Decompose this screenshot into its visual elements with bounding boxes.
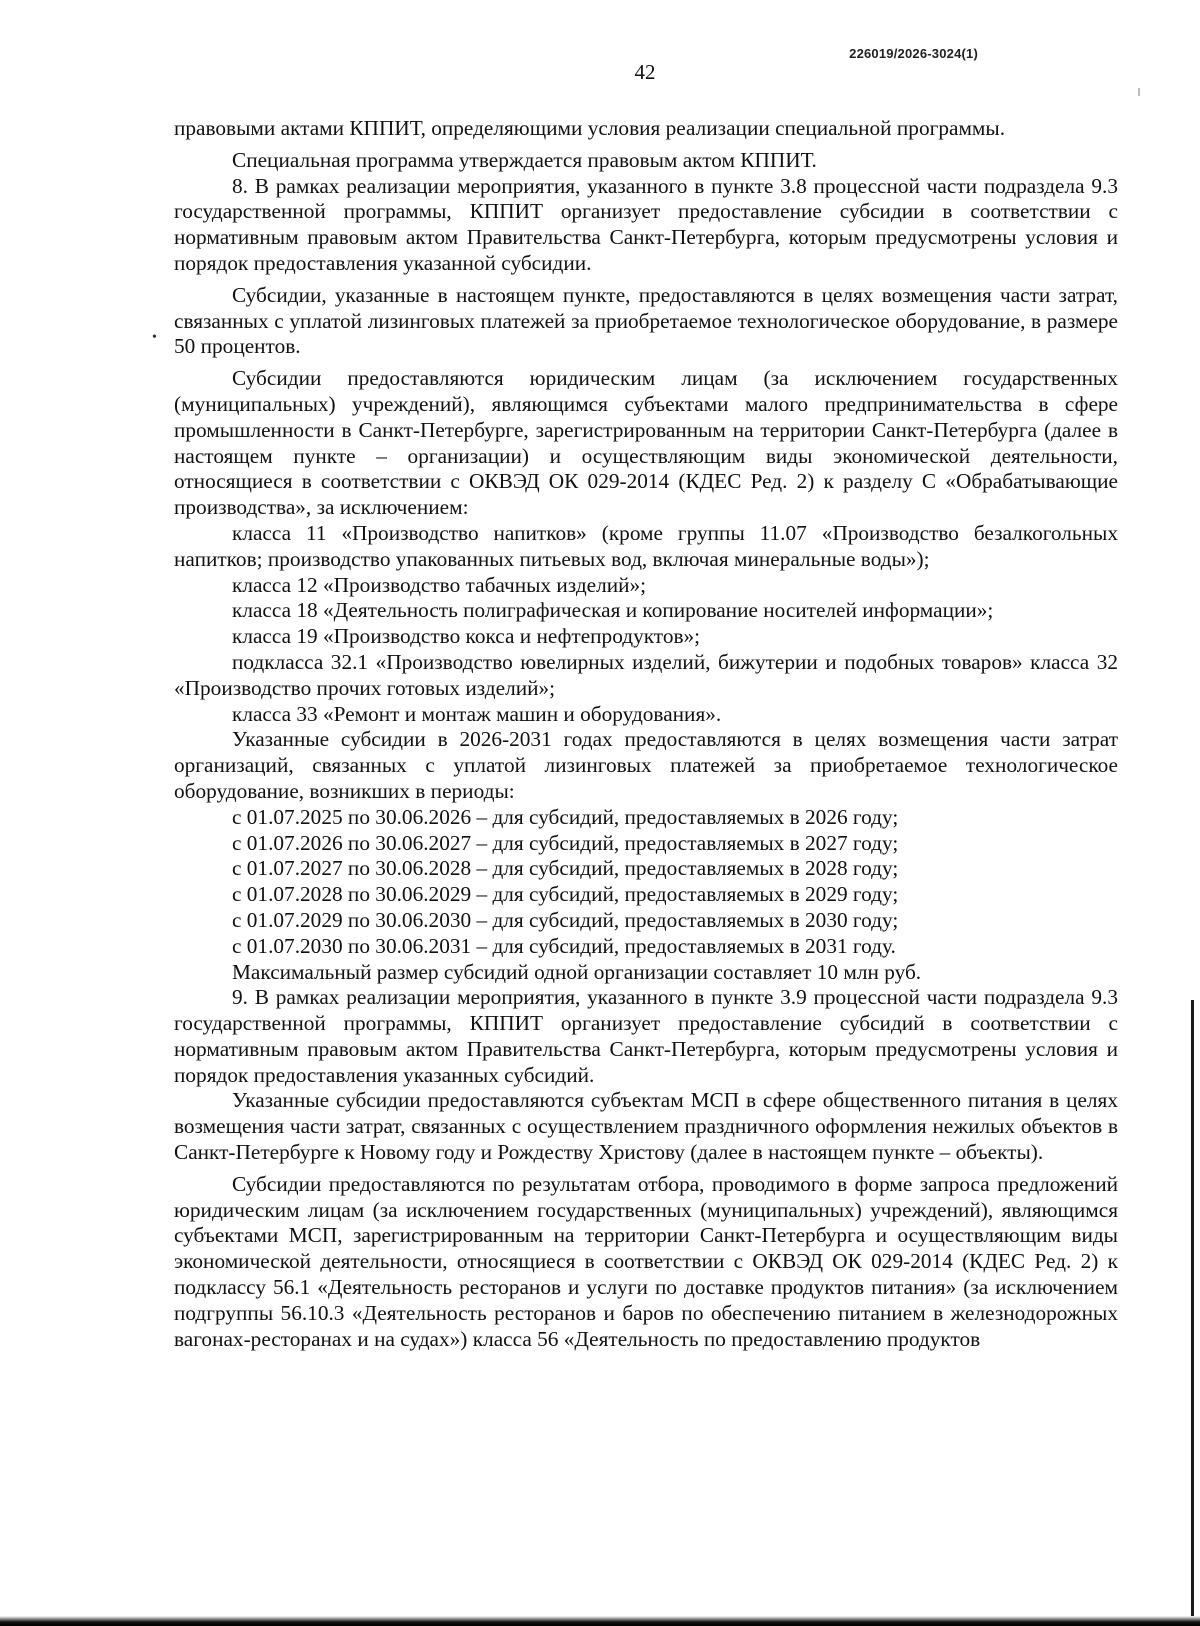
- paragraph: Субсидии, указанные в настоящем пункте, предоставляются в целях возмещения части затрат, связанных с уплатой лизинговых платежей за приобретаемое технологическое оборудование, в размере 50 процентов.: [174, 282, 1118, 359]
- list-item: с 01.07.2028 по 30.06.2029 – для субсидий, предоставляемых в 2029 году;: [232, 882, 899, 907]
- scan-artifact: [1138, 88, 1140, 96]
- scan-bottom-bar: [0, 1616, 1200, 1626]
- list-item: класса 18 «Деятельность полиграфическая и копирование носителей информации»;: [232, 598, 994, 623]
- paragraph: Указанные субсидии предоставляются субъектам МСП в сфере общественного питания в целях возмещения части затрат, связанных с осуществлением праздничного оформления нежилых объектов в Санкт-Петербурге к Новому году и Рождеству Христову (далее в настоящем пункте – объекты).: [174, 1088, 1118, 1165]
- list-item: с 01.07.2030 по 30.06.2031 – для субсидий, предоставляемых в 2031 году.: [232, 933, 896, 958]
- list-item: с 01.07.2029 по 30.06.2030 – для субсидий, предоставляемых в 2030 году;: [232, 907, 899, 932]
- list-item: класса 33 «Ремонт и монтаж машин и оборудования».: [232, 701, 722, 726]
- paragraph: Максимальный размер субсидий одной организации составляет 10 млн руб.: [232, 959, 922, 984]
- list-item: класса 11 «Производство напитков» (кроме группы 11.07 «Производство безалкогольных напитков; производство упакованных питьевых вод, включая минеральные воды»);: [174, 520, 1118, 571]
- paragraph: Указанные субсидии в 2026-2031 годах предоставляются в целях возмещения части затрат организаций, связанных с уплатой лизинговых платежей за приобретаемое технологическое оборудование, возникших в периоды:: [174, 727, 1118, 803]
- list-item: с 01.07.2027 по 30.06.2028 – для субсидий, предоставляемых в 2028 году;: [232, 856, 899, 881]
- page-number: 42: [634, 60, 656, 84]
- list-item: класса 19 «Производство кокса и нефтепродуктов»;: [232, 624, 701, 649]
- list-item: с 01.07.2026 по 30.06.2027 – для субсидий, предоставляемых в 2027 году;: [232, 830, 899, 855]
- list-item: подкласса 32.1 «Производство ювелирных изделий, бижутерии и подобных товаров» класса 32 «Производство прочих готовых изделий»;: [174, 649, 1118, 700]
- scan-edge-line: [1191, 1000, 1194, 1626]
- paragraph: 9. В рамках реализации мероприятия, указанного в пункте 3.9 процессной части подраздела 9.3 государственной программы, КППИТ организует предоставление субсидий в соответствии с нормативным правовым актом Правительства Санкт-Петербурга, которым предусмотрены условия и порядок предоставления указанных субсидий.: [174, 985, 1118, 1087]
- document-id: 226019/2026-3024(1): [849, 46, 978, 61]
- paragraph: Специальная программа утверждается правовым актом КППИТ.: [232, 147, 817, 172]
- paragraph: Субсидии предоставляются по результатам отбора, проводимого в форме запроса предложений юридическим лицам (за исключением государственных (муниципальных) учреждений), являющимся субъектами МСП, зарегистрированным на территории Санкт-Петербурга и осуществляющим виды экономической деятельности, относящиеся в соответствии с ОКВЭД ОК 029-2014 (КДЕС Ред. 2) к подклассу 56.1 «Деятельность ресторанов и услуги по доставке продуктов питания» (за исключением подгруппы 56.10.3 «Деятельность ресторанов и баров по обеспечению питанием в железнодорожных вагонах-ресторанах и на судах») класса 56 «Деятельность по предоставлению продуктов: [174, 1171, 1118, 1351]
- paragraph: правовыми актами КППИТ, определяющими условия реализации специальной программы.: [174, 116, 1006, 140]
- list-item: класса 12 «Производство табачных изделий»;: [232, 572, 647, 597]
- paragraph: Субсидии предоставляются юридическим лицам (за исключением государственных (муниципальных) учреждений), являющимся субъектами малого предпринимательства в сфере промышленности в Санкт-Петербурге, зарегистрированным на территории Санкт-Петербурга (далее в настоящем пункте – организации) и осуществляющим виды экономической деятельности, относящиеся в соответствии с ОКВЭД ОК 029-2014 (КДЕС Ред. 2) к разделу С «Обрабатывающие производства», за исключением:: [174, 366, 1118, 520]
- paragraph: 8. В рамках реализации мероприятия, указанного в пункте 3.8 процессной части подраздела 9.3 государственной программы, КППИТ организует предоставление субсидии в соответствии с нормативным правовым актом Правительства Санкт-Петербурга, которым предусмотрены условия и порядок предоставления указанной субсидии.: [174, 173, 1118, 275]
- scan-mark: •: [152, 330, 157, 345]
- list-item: с 01.07.2025 по 30.06.2026 – для субсидий, предоставляемых в 2026 году;: [232, 804, 899, 829]
- document-body: [174, 116, 1118, 1352]
